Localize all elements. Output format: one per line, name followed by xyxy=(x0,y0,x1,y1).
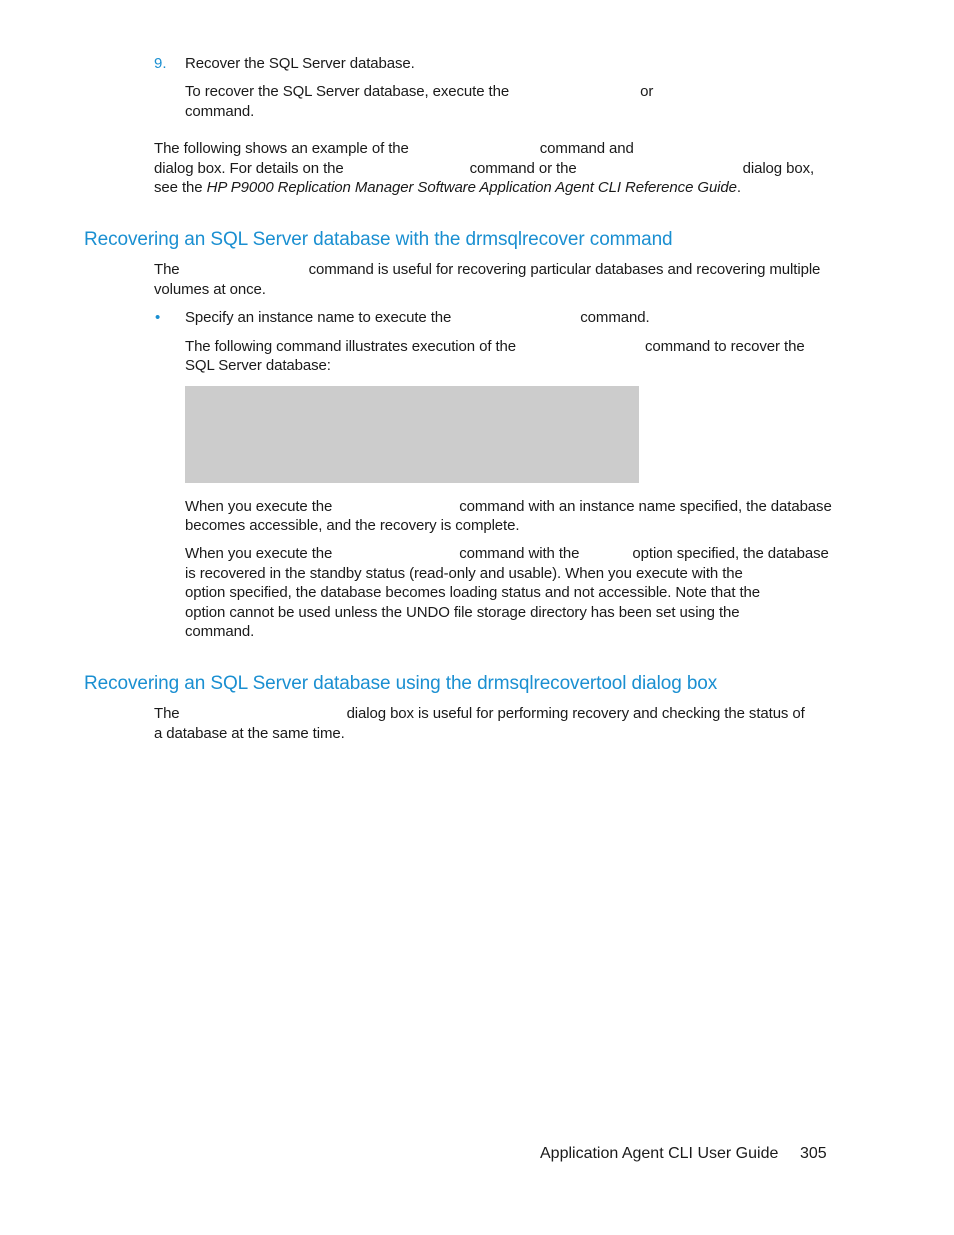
text-fragment: The following shows an example of the xyxy=(154,140,409,157)
step-number: 9. xyxy=(154,55,167,72)
step-instruction-line-1 xyxy=(185,82,653,102)
text-fragment: The xyxy=(154,705,180,722)
text-fragment: see the xyxy=(154,179,203,196)
reference-guide-title: HP P9000 Replication Manager Software Application Agent CLI Reference Guide xyxy=(206,179,737,196)
text-fragment: command with the xyxy=(459,545,580,562)
text-fragment: option specified, the database xyxy=(632,545,829,562)
text-fragment: command with an instance name specified, the database xyxy=(459,498,832,515)
section1-intro-line-1 xyxy=(154,260,820,280)
text-fragment: To recover the SQL Server database, execute the xyxy=(185,83,510,100)
option-paragraph-line-3: option specified, the database becomes loading status and not accessible. Note that the xyxy=(185,584,761,601)
text-fragment: dialog box is useful for performing recovery and checking the status of xyxy=(346,705,805,722)
illustration-line-1 xyxy=(185,337,805,357)
section-heading-drmsqlrecover: Recovering an SQL Server database with the drmsqlrecover command xyxy=(84,229,673,250)
option-paragraph-line-2: is recovered in the standby status (read-only and usable). When you execute with the xyxy=(185,565,743,582)
section2-line-1 xyxy=(154,704,805,724)
text-fragment: command and xyxy=(539,140,634,157)
text-fragment: dialog box. For details on the xyxy=(154,160,344,177)
text-fragment: The following command illustrates execution of the xyxy=(185,338,517,355)
option-paragraph-line-1 xyxy=(185,544,829,564)
text-fragment: Specify an instance name to execute the xyxy=(185,309,452,326)
text-fragment: command is useful for recovering particular databases and recovering multiple xyxy=(308,261,821,278)
bullet-item xyxy=(185,308,650,328)
example-paragraph-line-1 xyxy=(154,139,634,159)
execution-paragraph-line-1 xyxy=(185,497,832,517)
text-fragment: command to recover the xyxy=(645,338,805,355)
text-fragment: or xyxy=(640,83,654,100)
execution-paragraph-line-2: becomes accessible, and the recovery is complete. xyxy=(185,517,520,534)
text-fragment: . xyxy=(736,179,741,196)
option-paragraph-line-5: command. xyxy=(185,623,255,640)
section-heading-drmsqlrecovertool: Recovering an SQL Server database using the drmsqlrecovertool dialog box xyxy=(84,673,718,694)
text-fragment: When you execute the xyxy=(185,498,333,515)
text-fragment: command. xyxy=(580,309,650,326)
option-paragraph-line-4: option cannot be used unless the UNDO file storage directory has been set using the xyxy=(185,604,740,621)
section2-line-2: a database at the same time. xyxy=(154,725,345,742)
text-fragment: dialog box, xyxy=(742,160,815,177)
text-fragment: The xyxy=(154,261,180,278)
code-example-box xyxy=(185,386,639,483)
step-title: Recover the SQL Server database. xyxy=(185,55,415,72)
example-paragraph-line-2 xyxy=(154,159,814,179)
example-paragraph-line-3 xyxy=(154,178,741,198)
step-instruction-line-2: command. xyxy=(185,103,255,120)
footer-page-number: 305 xyxy=(800,1145,827,1162)
text-fragment: command or the xyxy=(469,160,577,177)
text-fragment: When you execute the xyxy=(185,545,333,562)
section1-intro-line-2: volumes at once. xyxy=(154,281,266,298)
bullet-marker: • xyxy=(155,309,161,326)
footer-guide-title: Application Agent CLI User Guide xyxy=(540,1145,779,1162)
illustration-line-2: SQL Server database: xyxy=(185,357,331,374)
